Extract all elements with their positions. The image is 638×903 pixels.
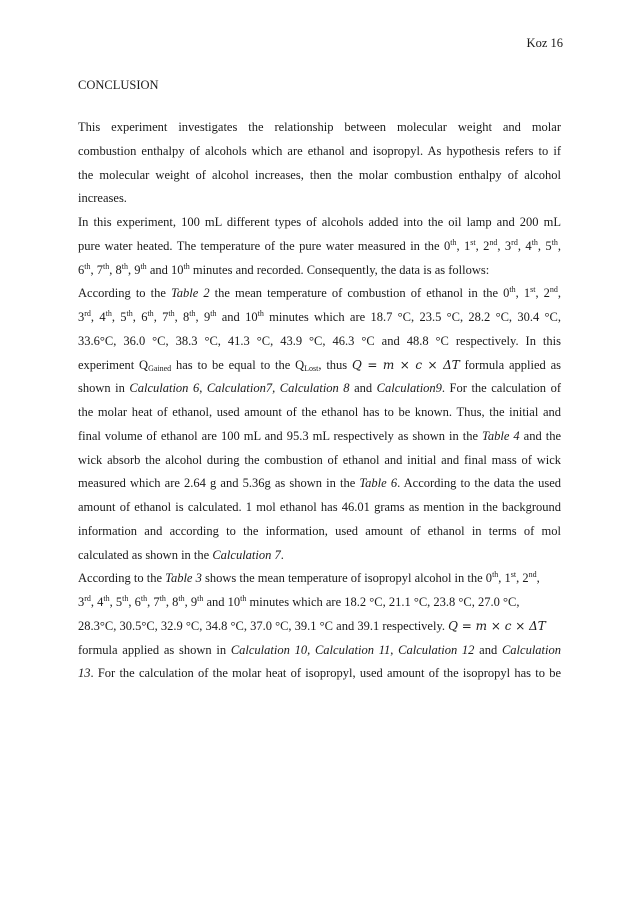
p3-line-10: amount of ethanol is calculated. 1 mol ethanol has 46.01 grams as mention in the background <box>78 500 561 514</box>
p4-line-3: 28.3°C, 30.5°C, 32.9 °C, 34.8 °C, 37.0 °C, 39.1 °C and 39.1 respectively. Q = m × c × ΔT <box>78 618 546 633</box>
p1-line-2: combustion enthalpy of alcohols which are ethanol and isopropyl. As hypothesis refers to if <box>78 143 561 158</box>
p3-line-8: wick absorb the alcohol during the combustion of ethanol and initial and final mass of wick <box>78 452 561 467</box>
formula: Q = m × c × ΔT <box>351 357 460 372</box>
p1-line-4: increases. <box>78 191 127 206</box>
p3-line-2: 3rd, 4th, 5th, 6th, 7th, 8th, 9th and 10th minutes which are 18.7 °C, 23.5 °C, 28.2 °C, 30.4 °C, <box>78 309 562 324</box>
p1-line-1: This experiment investigates the relationship between molecular weight and molar <box>78 120 561 134</box>
p3-line-9: measured which are 2.64 g and 5.36g as shown in the Table 6. According to the data the used <box>78 476 561 491</box>
section-heading: CONCLUSION <box>78 78 159 92</box>
body-text <box>78 116 561 686</box>
p3-line-12: calculated as shown in the Calculation 7. <box>78 547 284 562</box>
p4-line-4: formula applied as shown in Calculation 10, Calculation 11, Calculation 12 and Calculation <box>78 642 561 657</box>
p3-line-1: According to the Table 2 the mean temperature of combustion of ethanol in the 0th, 1st, 2nd, <box>78 285 561 301</box>
p3-line-4: experiment $Q_{Gained}$ has to be equal to the $Q_{Lost}$, thus Q = m × c × ΔT formula applied as <box>78 357 561 373</box>
p4-line-5: 13. For the calculation of the molar heat of isopropyl, used amount of the isopropyl has to be <box>78 666 561 681</box>
formula: Q = m × c × ΔT <box>448 618 546 633</box>
p2-line-3: 6th, 7th, 8th, 9th and 10th minutes and recorded. Consequently, the data is as follows: <box>78 261 490 277</box>
p2-line-1: In this experiment, 100 mL different types of alcohols added into the oil lamp and 200 mL <box>78 215 561 229</box>
p3-line-11: information and according to the information, used amount of ethanol in terms of mol <box>78 523 561 538</box>
page-number-label: Koz 16 <box>526 36 563 50</box>
p3-line-3: 33.6°C, 36.0 °C, 38.3 °C, 41.3 °C, 43.9 °C, 46.3 °C and 48.8 °C respectively. In this <box>78 333 561 348</box>
p3-line-7: final volume of ethanol are 100 mL and 95.3 mL respectively as shown in the Table 4 and the <box>78 428 561 443</box>
p3-line-5: shown in Calculation 6, Calculation7, Calculation 8 and Calculation9. For the calculation of <box>78 381 561 396</box>
page-header <box>527 36 563 51</box>
p4-line-1: According to the Table 3 shows the mean temperature of isopropyl alcohol in the 0th, 1st, 2nd, <box>78 570 540 586</box>
p1-line-3: the molecular weight of alcohol increases, then the molar combustion enthalpy of alcohol <box>78 167 561 182</box>
p3-line-6: the molar heat of ethanol, used amount of the ethanol has to be known. Thus, the initial and <box>78 405 561 419</box>
p4-line-2: 3rd, 4th, 5th, 6th, 7th, 8th, 9th and 10th minutes which are 18.2 °C, 21.1 °C, 23.8 °C, 27.0 °C, <box>78 594 520 609</box>
p2-line-2: pure water heated. The temperature of the pure water measured in the 0th, 1st, 2nd, 3rd, 4th, 5th, <box>78 237 561 253</box>
